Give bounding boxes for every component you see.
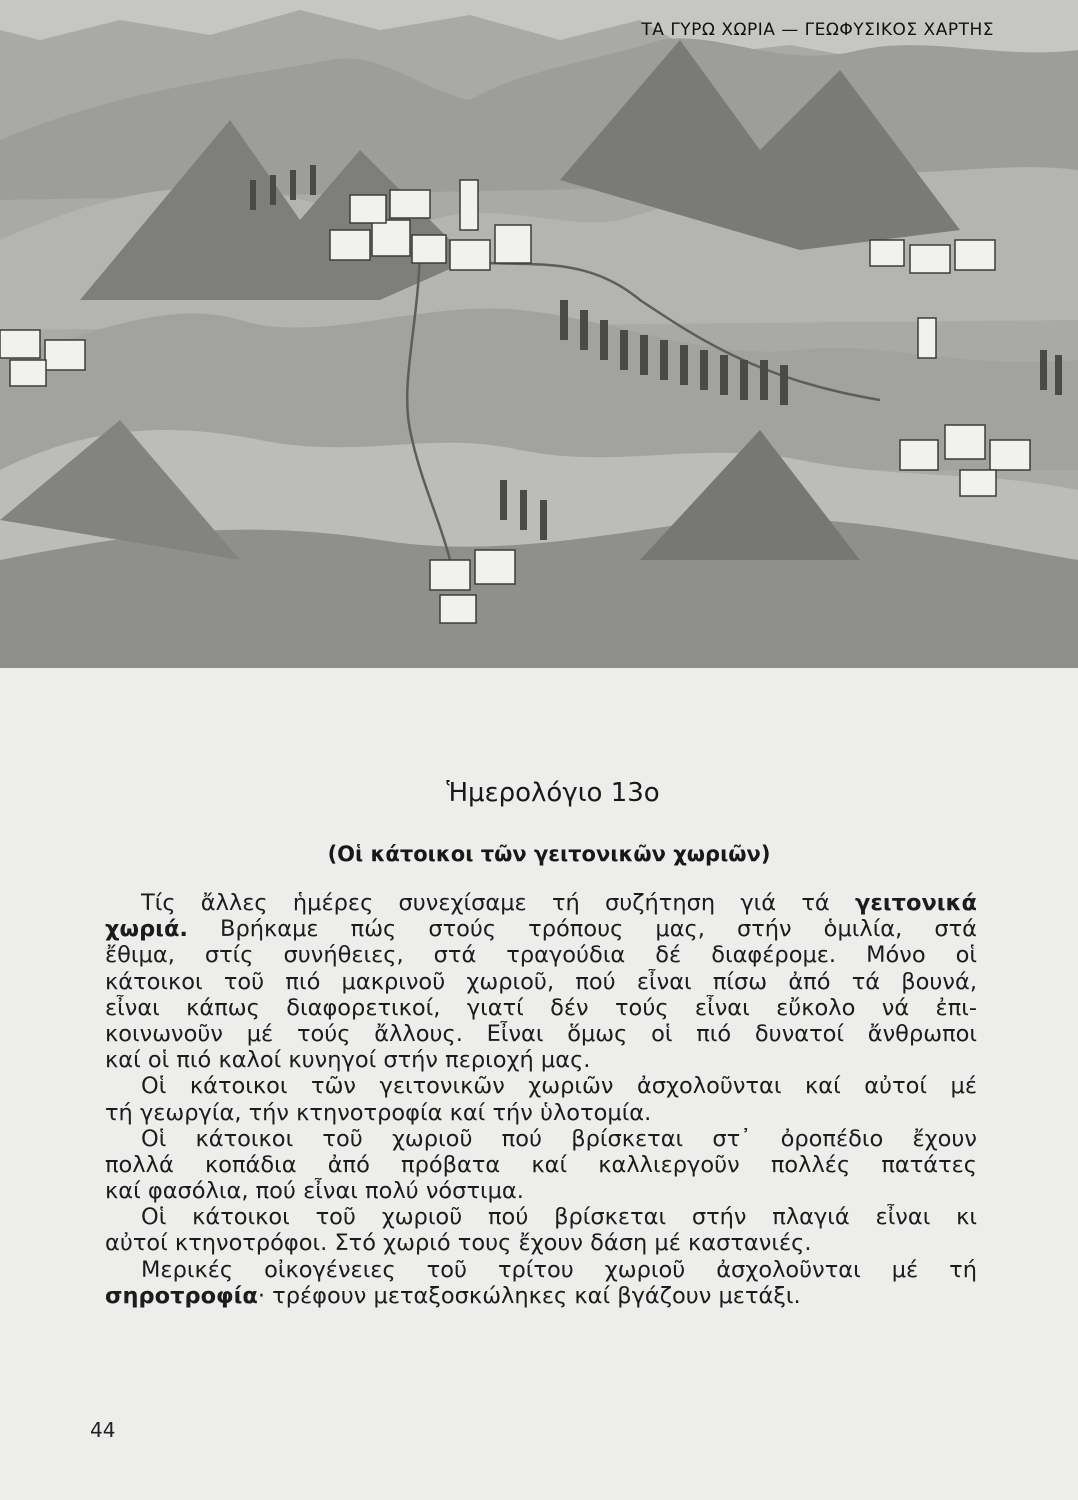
text-segment: καί φασόλια, πού εἶναι πολύ νόστιμα.	[105, 1178, 524, 1205]
text-segment: Οἱ κάτοικοι τοῦ χωριοῦ πού βρίσκεται στ᾽ ὀροπέδιο ἔχουν	[141, 1125, 977, 1152]
text-line	[105, 1257, 977, 1283]
text-line	[105, 969, 977, 995]
text-line	[105, 890, 977, 916]
text-segment: αὐτοί κτηνοτρόφοι. Στό χωριό τους ἔχουν δάση μέ καστανιές.	[105, 1230, 812, 1257]
text-segment: Τίς ἄλλες ἡμέρες συνεχίσαμε τή συζήτηση γιά τά	[141, 890, 856, 916]
text-segment: · τρέφουν μεταξοσκώληκες καί βγάζουν μετάξι.	[257, 1282, 801, 1309]
diary-title: Ἡμερολόγιο 13ο	[446, 778, 660, 808]
text-line	[105, 995, 977, 1021]
text-segment: κάτοικοι τοῦ πιό μακρινοῦ χωριοῦ, πού εἶναι πίσω ἀπό τά βουνά,	[105, 968, 977, 995]
text-segment: Οἱ κάτοικοι τῶν γειτονικῶν χωριῶν ἀσχολοῦνται καί αὐτοί μέ	[141, 1073, 977, 1100]
text-line	[105, 1178, 977, 1204]
map-caption: ΤΑ ΓΥΡΩ ΧΩΡΙΑ — ΓΕΩΦΥΣΙΚΟΣ ΧΑΡΤΗΣ	[641, 20, 994, 40]
text-line	[105, 1204, 977, 1230]
text-line	[105, 916, 977, 942]
text-segment: Βρήκαμε πώς στούς τρόπους μας, στήν ὁμιλία, στά	[187, 916, 977, 943]
text-segment: εἶναι κάπως διαφορετικοί, γιατί δέν τούς εἶναι εὔκολο νά ἐπι-	[105, 994, 977, 1021]
text-segment: πολλά κοπάδια ἀπό πρόβατα καί καλλιεργοῦν πολλές πατάτες	[105, 1151, 977, 1178]
text-segment: καί οἱ πιό καλοί κυνηγοί στήν περιοχή μας.	[105, 1047, 591, 1074]
text-line	[105, 1283, 977, 1309]
diary-subtitle: (Οἱ κάτοικοι τῶν γειτονικῶν χωριῶν)	[327, 842, 771, 866]
highlighted-term: γειτονικά	[855, 890, 977, 916]
text-line	[105, 1230, 977, 1256]
text-segment: κοινωνοῦν μέ τούς ἄλλους. Εἶναι ὅμως οἱ πιό δυνατοί ἄνθρωποι	[105, 1020, 977, 1047]
text-line	[105, 1126, 977, 1152]
text-line	[105, 942, 977, 968]
landscape-illustration	[0, 0, 1078, 668]
highlighted-term: χωριά.	[105, 916, 188, 943]
text-segment: ἔθιμα, στίς συνήθειες, στά τραγούδια δέ διαφέρομε. Μόνο οἱ	[105, 942, 977, 969]
page-number: 44	[90, 1418, 116, 1442]
text-line	[105, 1100, 977, 1126]
text-line	[105, 1021, 977, 1047]
text-segment: τή γεωργία, τήν κτηνοτροφία καί τήν ὑλοτομία.	[105, 1099, 652, 1126]
body-text	[105, 890, 977, 1309]
text-line	[105, 1073, 977, 1099]
text-line	[105, 1152, 977, 1178]
highlighted-term: σηροτροφία	[105, 1282, 258, 1309]
text-line	[105, 1047, 977, 1073]
text-segment: Οἱ κάτοικοι τοῦ χωριοῦ πού βρίσκεται στήν πλαγιά εἶναι κι	[141, 1204, 977, 1231]
text-segment: Μερικές οἰκογένειες τοῦ τρίτου χωριοῦ ἀσχολοῦνται μέ τή	[141, 1256, 977, 1283]
